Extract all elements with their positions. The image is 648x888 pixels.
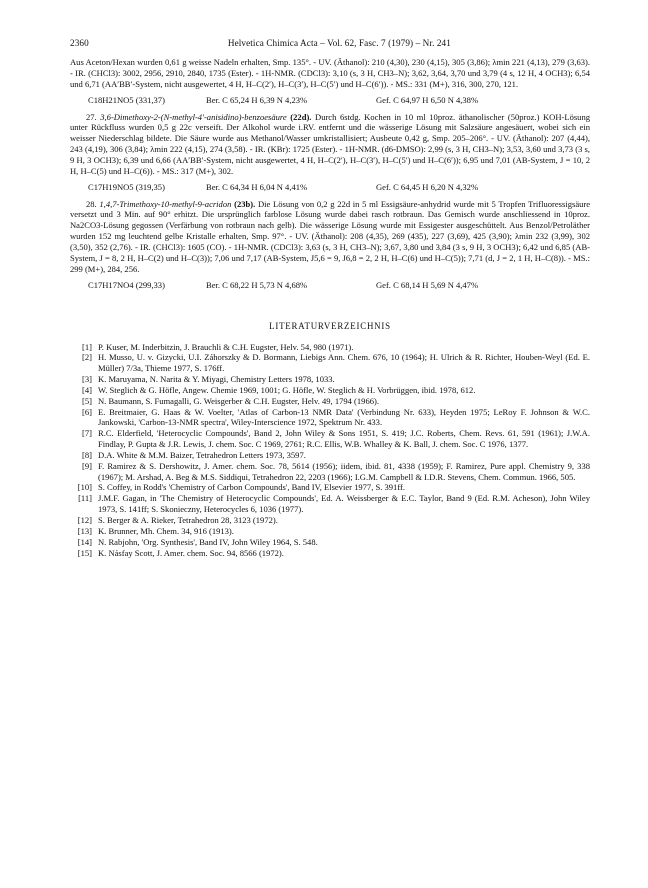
entry-text: Die Lösung von 0,2 g 22d in 5 ml Essigsäure-anhydrid wurde mit 5 Tropfen Trifluoressigsäure versetzt und 3 Min. auf 90° erhitzt. Die ursprünglich farblose Lösung wurde dabei rasch rotbraun. Das Gemisch wurde anschliessend in 10proz. Na2CO3-Lösung gegossen (Verfärbung von rotbraun nach gelb). Die wässerige Lösung wurde mit Essigester ausgeschüttelt. Aus Benzol/Petroläther wurden 152 mg leuchtend gelbe Kristalle erhalten, Smp. 97°. - UV. (Äthanol): 208 (4,35), 269 (435), 227 (3,69), 425 (3,90); λmin 232 (3,99), 302 (3,50), 352 (2,76). - IR. (CHCl3): 1605 (CO). - 1H-NMR. (CDCl3): 3,63 (s, 3 H, CH3–N); 3,67, 3,80 und 3,84 (3 s, 9 H, 3 OCH3); 6,42 und 6,85 (AB-System, J = 8, 2 H, H–C(2) und H–C(3)); 7,06 und 7,17 (AB-System, J5,6 = 9, J6,8 = 2, 2 H, H–C(6) und H–C(5)); 7,71 (d, J = 2, 1 H, H–C(8)). - MS.: 299 (M+), 284, 256. [70,198,591,274]
experimental-entry [70,112,590,193]
reference-number: [2] [82,352,92,363]
reference-item [70,407,590,429]
entry-number: 28. [86,198,97,209]
reference-number: [11] [78,493,92,504]
reference-number: [15] [77,547,92,558]
reference-item [70,352,590,374]
reference-item [70,461,590,483]
reference-number: [5] [82,395,92,406]
reference-number: [10] [77,482,92,493]
reference-text: K. Maruyama, N. Narita & Y. Miyagi, Chemistry Letters 1978, 1033. [98,374,335,385]
reference-text: R.C. Elderfield, 'Heterocyclic Compounds', Band 2, John Wiley & Sons 1951, S. 419; J.C. Roberts, Chem. Revs. 61, 591 (1961); J.W.A. Findlay, P. Gupta & J.R. Lewis, J. chem. Soc. C 1969, 2761; R.C. Ellis, W.B. Whalley & K. Ball, J. chem. Soc. C 1976, 1377. [98,428,590,450]
intro-section [70,57,590,106]
reference-item [70,374,590,385]
reference-list [70,342,590,559]
elemental-analysis [88,95,590,106]
calculated-values: Ber. C 65,24 H 6,39 N 4,23% [206,94,308,105]
reference-number: [13] [77,525,92,536]
reference-text: D.A. White & M.M. Baizer, Tetrahedron Letters 1973, 3597. [98,449,306,460]
reference-number: [1] [82,341,92,352]
experimental-entry [70,199,590,291]
reference-number: [4] [82,384,92,395]
journal-page [70,38,590,558]
reference-item [70,428,590,450]
elemental-analysis [88,182,590,193]
page-header [70,38,590,48]
reference-item [70,385,590,396]
reference-text: E. Breitmaier, G. Haas & W. Voelter, 'Atlas of Carbon-13 NMR Data' (Verbindung Nr. 633), Heyden 1975; LeRoy F. Johnson & W.C. Jankowski, 'Carbon-13-NMR spectra', Wiley-Interscience 1972, Spektrum Nr. 433. [98,406,590,428]
reference-item [70,548,590,559]
entry-paragraph [70,112,590,177]
molecular-formula: C18H21NO5 (331,37) [88,94,165,105]
compound-id: (22d). [290,111,312,122]
reference-text: F. Ramirez & S. Dershowitz, J. Amer. chem. Soc. 78, 5614 (1956); iidem, ibid. 81, 4338 (1959); F. Ramirez, Pure appl. Chemistry 9, 338 (1967); M. Arshad, A. Beg & M.S. Siddiqui, Tetrahedron 22, 2203 (1966); I.G.M. Campbell & I.D.R. Stevens, Chem. Commun. 1966, 505. [98,460,590,482]
reference-item [70,537,590,548]
reference-item [70,396,590,407]
reference-number: [14] [77,536,92,547]
reference-item [70,482,590,493]
reference-number: [6] [82,406,92,417]
reference-number: [9] [82,460,92,471]
elemental-analysis [88,280,590,291]
reference-item [70,493,590,515]
calculated-values: Ber. C 68,22 H 5,73 N 4,68% [206,279,308,290]
reference-text: P. Kuser, M. Inderbitzin, J. Brauchli & C.H. Eugster, Helv. 54, 980 (1971). [98,341,354,352]
reference-item [70,526,590,537]
reference-number: [8] [82,449,92,460]
reference-text: S. Berger & A. Rieker, Tetrahedron 28, 3123 (1972). [98,515,278,525]
reference-item [70,450,590,461]
compound-id: (23b). [234,198,256,209]
molecular-formula: C17H19NO5 (319,35) [88,181,165,192]
compound-name: 3,6-Dimethoxy-2-(N-methyl-4′-anisidino)-benzoesäure [100,111,287,122]
reference-text: N. Rabjohn, 'Org. Synthesis', Band IV, John Wiley 1964, S. 548. [98,536,318,547]
molecular-formula: C17H17NO4 (299,33) [88,279,165,290]
reference-text: K. Násfay Scott, J. Amer. chem. Soc. 94, 8566 (1972). [98,547,284,558]
reference-text: S. Coffey, in Rodd's 'Chemistry of Carbon Compounds', Band IV, Elsevier 1977, S. 391ff. [98,482,405,493]
reference-number: [12] [77,515,92,525]
intro-paragraph: Aus Aceton/Hexan wurden 0,61 g weisse Nadeln erhalten, Smp. 135°. - UV. (Äthanol): 210 (4,30), 230 (4,15), 305 (3,86); λmin 221 (4,13), 279 (3,63). - IR. (CHCl3): 3002, 2956, 2910, 2840, 1735 (Ester). - 1H-NMR. (CDCl3): 3,10 (s, 3 H, CH3–N); 3,62, 3,64, 3,70 und 3,79 (4 s, 12 H, 4 OCH3); 6,54 und 6,71 (AA′BB′-System, nicht ausgewertet, 4 H, H–C(2′), H–C(3′), H–C(5′) und H–C(6′)). - MS.: 331 (M+), 316, 300, 270, 121. [70,57,590,89]
reference-item [70,515,590,526]
references-heading: LITERATURVERZEICHNIS [269,320,391,331]
reference-text: W. Steglich & G. Höfle, Angew. Chemie 1969, 1001; G. Höfle, W. Steglich & H. Vorbrüggen, ibid. 1978, 612. [98,384,476,395]
entry-number: 27. [86,111,97,122]
reference-text: H. Musso, U. v. Gizycki, U.I. Záhorszky & D. Bormann, Liebigs Ann. Chem. 676, 10 (1964); H. Ulrich & R. Richter, Houben-Weyl (Ed. E. Müller) 7/3a, Thieme 1977, S. 176ff. [98,352,590,374]
reference-number: [3] [82,374,92,385]
reference-text: N. Baumann, S. Fumagalli, G. Weisgerber & C.H. Eugster, Helv. 49, 1794 (1966). [98,395,379,406]
reference-item [70,342,590,353]
reference-text: K. Brunner, Mh. Chem. 34, 916 (1913). [98,525,234,536]
calculated-values: Ber. C 64,34 H 6,04 N 4,41% [206,181,308,192]
found-values: Gef. C 64,97 H 6,50 N 4,38% [376,94,479,105]
journal-title: Helvetica Chimica Acta – Vol. 62, Fasc. 7 (1979) – Nr. 241 [227,38,451,48]
found-values: Gef. C 64,45 H 6,20 N 4,32% [376,181,479,192]
entry-paragraph [70,199,590,275]
reference-text: J.M.F. Gagan, in 'The Chemistry of Heterocyclic Compounds', Ed. A. Weissberger & E.C. Taylor, Band 9 (Ed. R.M. Acheson), John Wiley 1973, S. 141ff; S. Skonieczny, Heterocycles 6, 1036 (1977). [98,493,590,515]
found-values: Gef. C 68,14 H 5,69 N 4,47% [376,279,479,290]
entry-text: Durch 6stdg. Kochen in 10 ml 10proz. äthanolischer (50proz.) KOH-Lösung unter Rückfluss wurden 0,5 g 22c verseift. Der Alkohol wurde i.RV. entfernt und die wässerige Lösung mit Salzsäure angesäuert, wobei sich ein weisser Niederschlag bildete. Die Säure wurde aus Methanol/Wasser umkristallisiert; Ausbeute 0,42 g, Smp. 205–206°. - UV. (Äthanol): 207 (4,44), 243 (4,19), 306 (3,84); λmin 222 (4,15), 274 (3,58). - IR. (KBr): 1725 (Ester). - 1H-NMR. (d6-DMSO): 2,99 (s, 3 H, CH3–N); 3,53, 3,60 und 3,73 (3 s, 9 H, 3 OCH3); 6,39 und 6,66 (AA′BB′-System, nicht ausgewertet, 4 H, H–C(2′), H–C(3′), H–C(5′) und H–C(6′)); 6,95 und 7,01 (AB-System, J = 10, 2 H, H–C(5) und H–C(6)). - MS.: 317 (M+), 302. [70,111,590,176]
compound-name: 1,4,7-Trimethoxy-10-methyl-9-acridon [99,198,232,209]
page-number: 2360 [70,38,89,48]
reference-number: [7] [82,428,92,439]
